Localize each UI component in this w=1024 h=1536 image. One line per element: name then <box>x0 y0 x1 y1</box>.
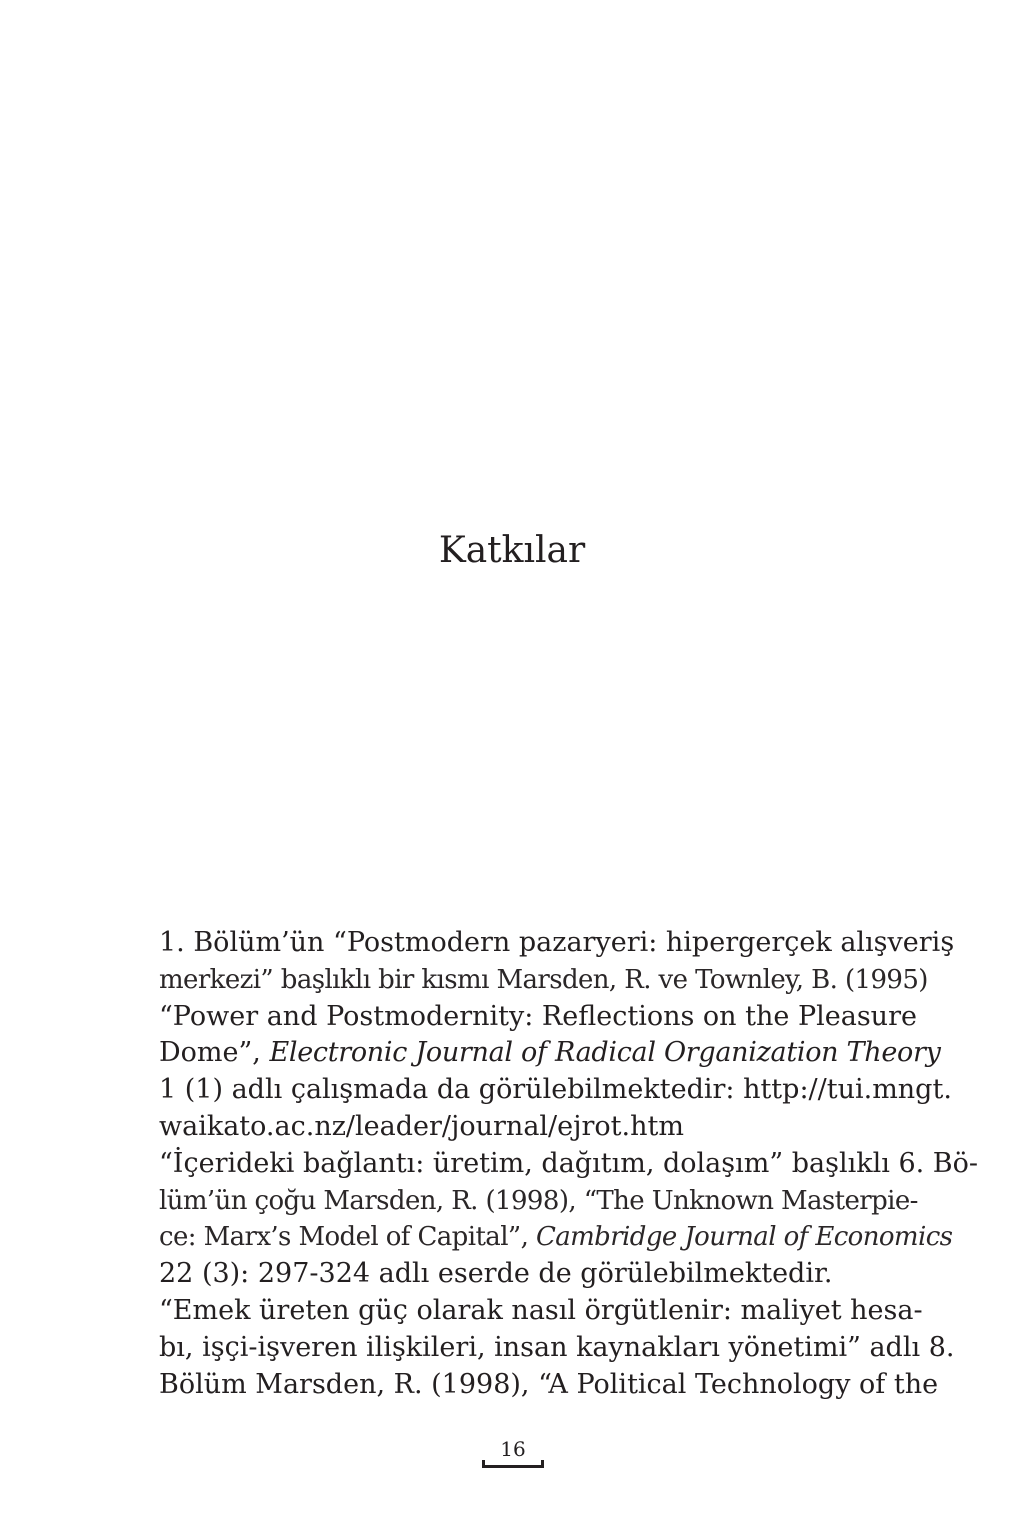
line-text: lüm’ün çoğu Marsden, R. (1998), “The Unknown Masterpie- <box>159 1185 918 1216</box>
line-text: “Power and Postmodernity: Reflections on the Pleasure <box>159 1000 917 1032</box>
journal-title-italic: Electronic Journal of Radical Organization Theory <box>269 1037 941 1069</box>
line-text: “Emek üreten güç olarak nasıl örgütlenir: maliyet hesa- <box>159 1294 923 1326</box>
text-line <box>159 1183 918 1220</box>
line-text: 1. Bölüm’ün “Postmodern pazaryeri: hipergerçek alışveriş <box>159 927 955 958</box>
text-line <box>159 1035 941 1072</box>
text-line <box>159 1219 953 1256</box>
text-line <box>159 1367 939 1404</box>
text-line <box>159 1256 907 1293</box>
text-line <box>159 999 917 1036</box>
text-line <box>159 925 955 962</box>
journal-title-italic: Cambridge Journal of Economics <box>535 1222 953 1253</box>
page-number: 16 <box>500 1437 526 1461</box>
line-text: 22 (3): 297-324 adlı eserde de görülebilmektedir. <box>159 1258 833 1290</box>
line-text: Bölüm Marsden, R. (1998), “A Political Technology of the <box>159 1368 939 1400</box>
text-line <box>159 1330 955 1367</box>
contributions-paragraph <box>159 925 979 1403</box>
text-line <box>159 1072 952 1109</box>
line-text: “İçerideki bağlantı: üretim, dağıtım, dolaşım” başlıklı 6. Bö- <box>159 1147 979 1179</box>
line-text: ce: Marx’s Model of Capital”, <box>159 1222 536 1253</box>
page-title: Katkılar <box>438 530 586 571</box>
page-number-folio <box>482 1434 544 1468</box>
text-line <box>159 1146 979 1183</box>
line-text: merkezi” başlıklı bir kısmı Marsden, R. ve Townley, B. (1995) <box>159 964 928 995</box>
line-text: bı, işçi-işveren ilişkileri, insan kaynakları yönetimi” adlı 8. <box>159 1331 955 1363</box>
text-line <box>159 1293 923 1330</box>
url-text: waikato.ac.nz/leader/journal/ejrot.htm <box>159 1110 684 1142</box>
line-text: 1 (1) adlı çalışmada da görülebilmektedir: http://tui.mngt. <box>159 1074 952 1106</box>
folio-rule <box>482 1465 544 1468</box>
text-line <box>159 962 928 999</box>
text-line <box>159 1109 907 1146</box>
line-text: Dome”, <box>159 1037 270 1069</box>
